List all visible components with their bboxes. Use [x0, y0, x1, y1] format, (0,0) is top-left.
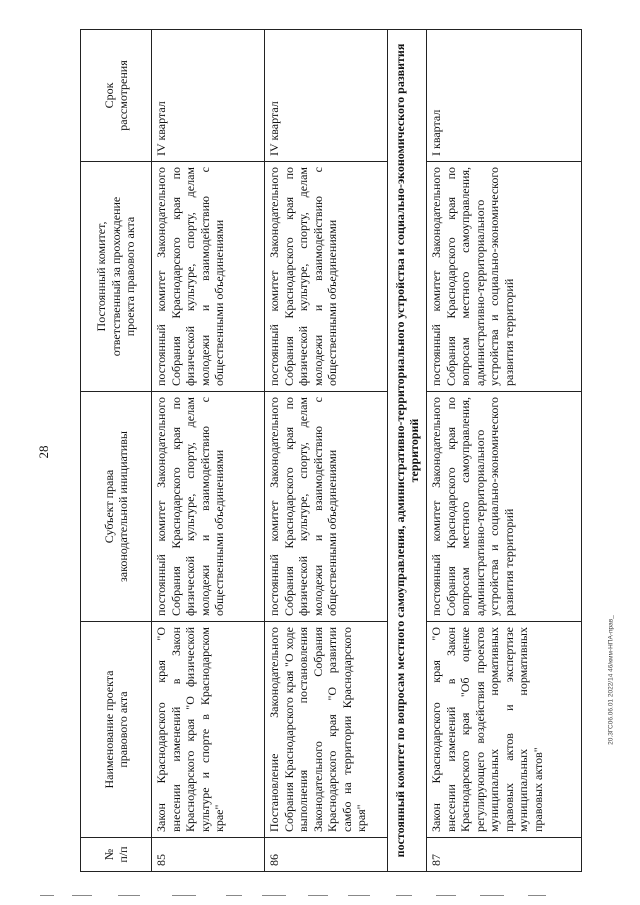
scan-edge — [0, 895, 640, 903]
table-row — [152, 30, 265, 872]
page-number: 28 — [36, 445, 51, 459]
review-term: I квартал — [427, 30, 582, 162]
section-heading-row — [388, 30, 427, 872]
committee: постоянный комитет Законодательного Собрания Краснодарского края по физической культуре, спорту, делам молодежи и взаимодействию с общественными объединениями — [152, 162, 265, 392]
table-row — [427, 30, 582, 872]
rotated-table-container — [80, 30, 564, 872]
act-name: Закон Краснодарского края "О внесении изменений в Закон Краснодарского края "О физической культуре и спорте в Краснодарском крае" — [152, 622, 265, 838]
act-name: Постановление Законодательного Собрания Краснодарского края "О ходе выполнения постановления Законодательного Собрания Краснодарского края "О развитии самбо на территории Краснодарского края" — [265, 622, 388, 838]
initiative-subject: постоянный комитет Законодательного Собрания Краснодарского края по вопросам местного самоуправления, административно-территориального устройства и социально-экономического развития территорий — [427, 392, 582, 622]
row-number: 86 — [265, 838, 388, 872]
initiative-subject: постоянный комитет Законодательного Собрания Краснодарского края по физической культуре, спорту, делам молодежи и взаимодействию с общественными объединениями — [152, 392, 265, 622]
header-act-name: Наименование проекта правового акта — [81, 622, 152, 838]
committee: постоянный комитет Законодательного Собрания Краснодарского края по вопросам местного самоуправления, административно-территориального устройства и социально-экономического развития территорий — [427, 162, 582, 392]
row-number: 87 — [427, 838, 582, 872]
review-term: IV квартал — [152, 30, 265, 162]
section-title: постоянный комитет по вопросам местного самоуправления, административно-территориального устройства и социально-экономического развития территорий — [388, 30, 427, 872]
row-number: 85 — [152, 838, 265, 872]
initiative-subject: постоянный комитет Законодательного Собрания Краснодарского края по физической культуре, спорту, делам молодежи и взаимодействию с общественными объединениями — [265, 392, 388, 622]
act-name: Закон Краснодарского края "О внесении изменений в Закон Краснодарского края "Об оценке регулирующего воздействия проектов муниципальных нормативных правовых актов и экспертизе муниципальных нормативных правовых актов" — [427, 622, 582, 838]
table-row — [265, 30, 388, 872]
document-code: 20.3ГС06.06.01 2022/14 46/кмм-НПА-прав_ — [607, 615, 615, 745]
committee: постоянный комитет Законодательного Собрания Краснодарского края по физической культуре, спорту, делам молодежи и взаимодействию с общественными объединениями — [265, 162, 388, 392]
header-committee: Постоянный комитет, ответственный за прохождение проекта правового акта — [81, 162, 152, 392]
header-initiative-subject: Субъект права законодательной инициативы — [81, 392, 152, 622]
plan-table — [80, 29, 582, 872]
header-number: № п/п — [81, 838, 152, 872]
header-term: Срок рассмотрения — [81, 30, 152, 162]
table-header-row — [81, 30, 152, 872]
review-term: IV квартал — [265, 30, 388, 162]
